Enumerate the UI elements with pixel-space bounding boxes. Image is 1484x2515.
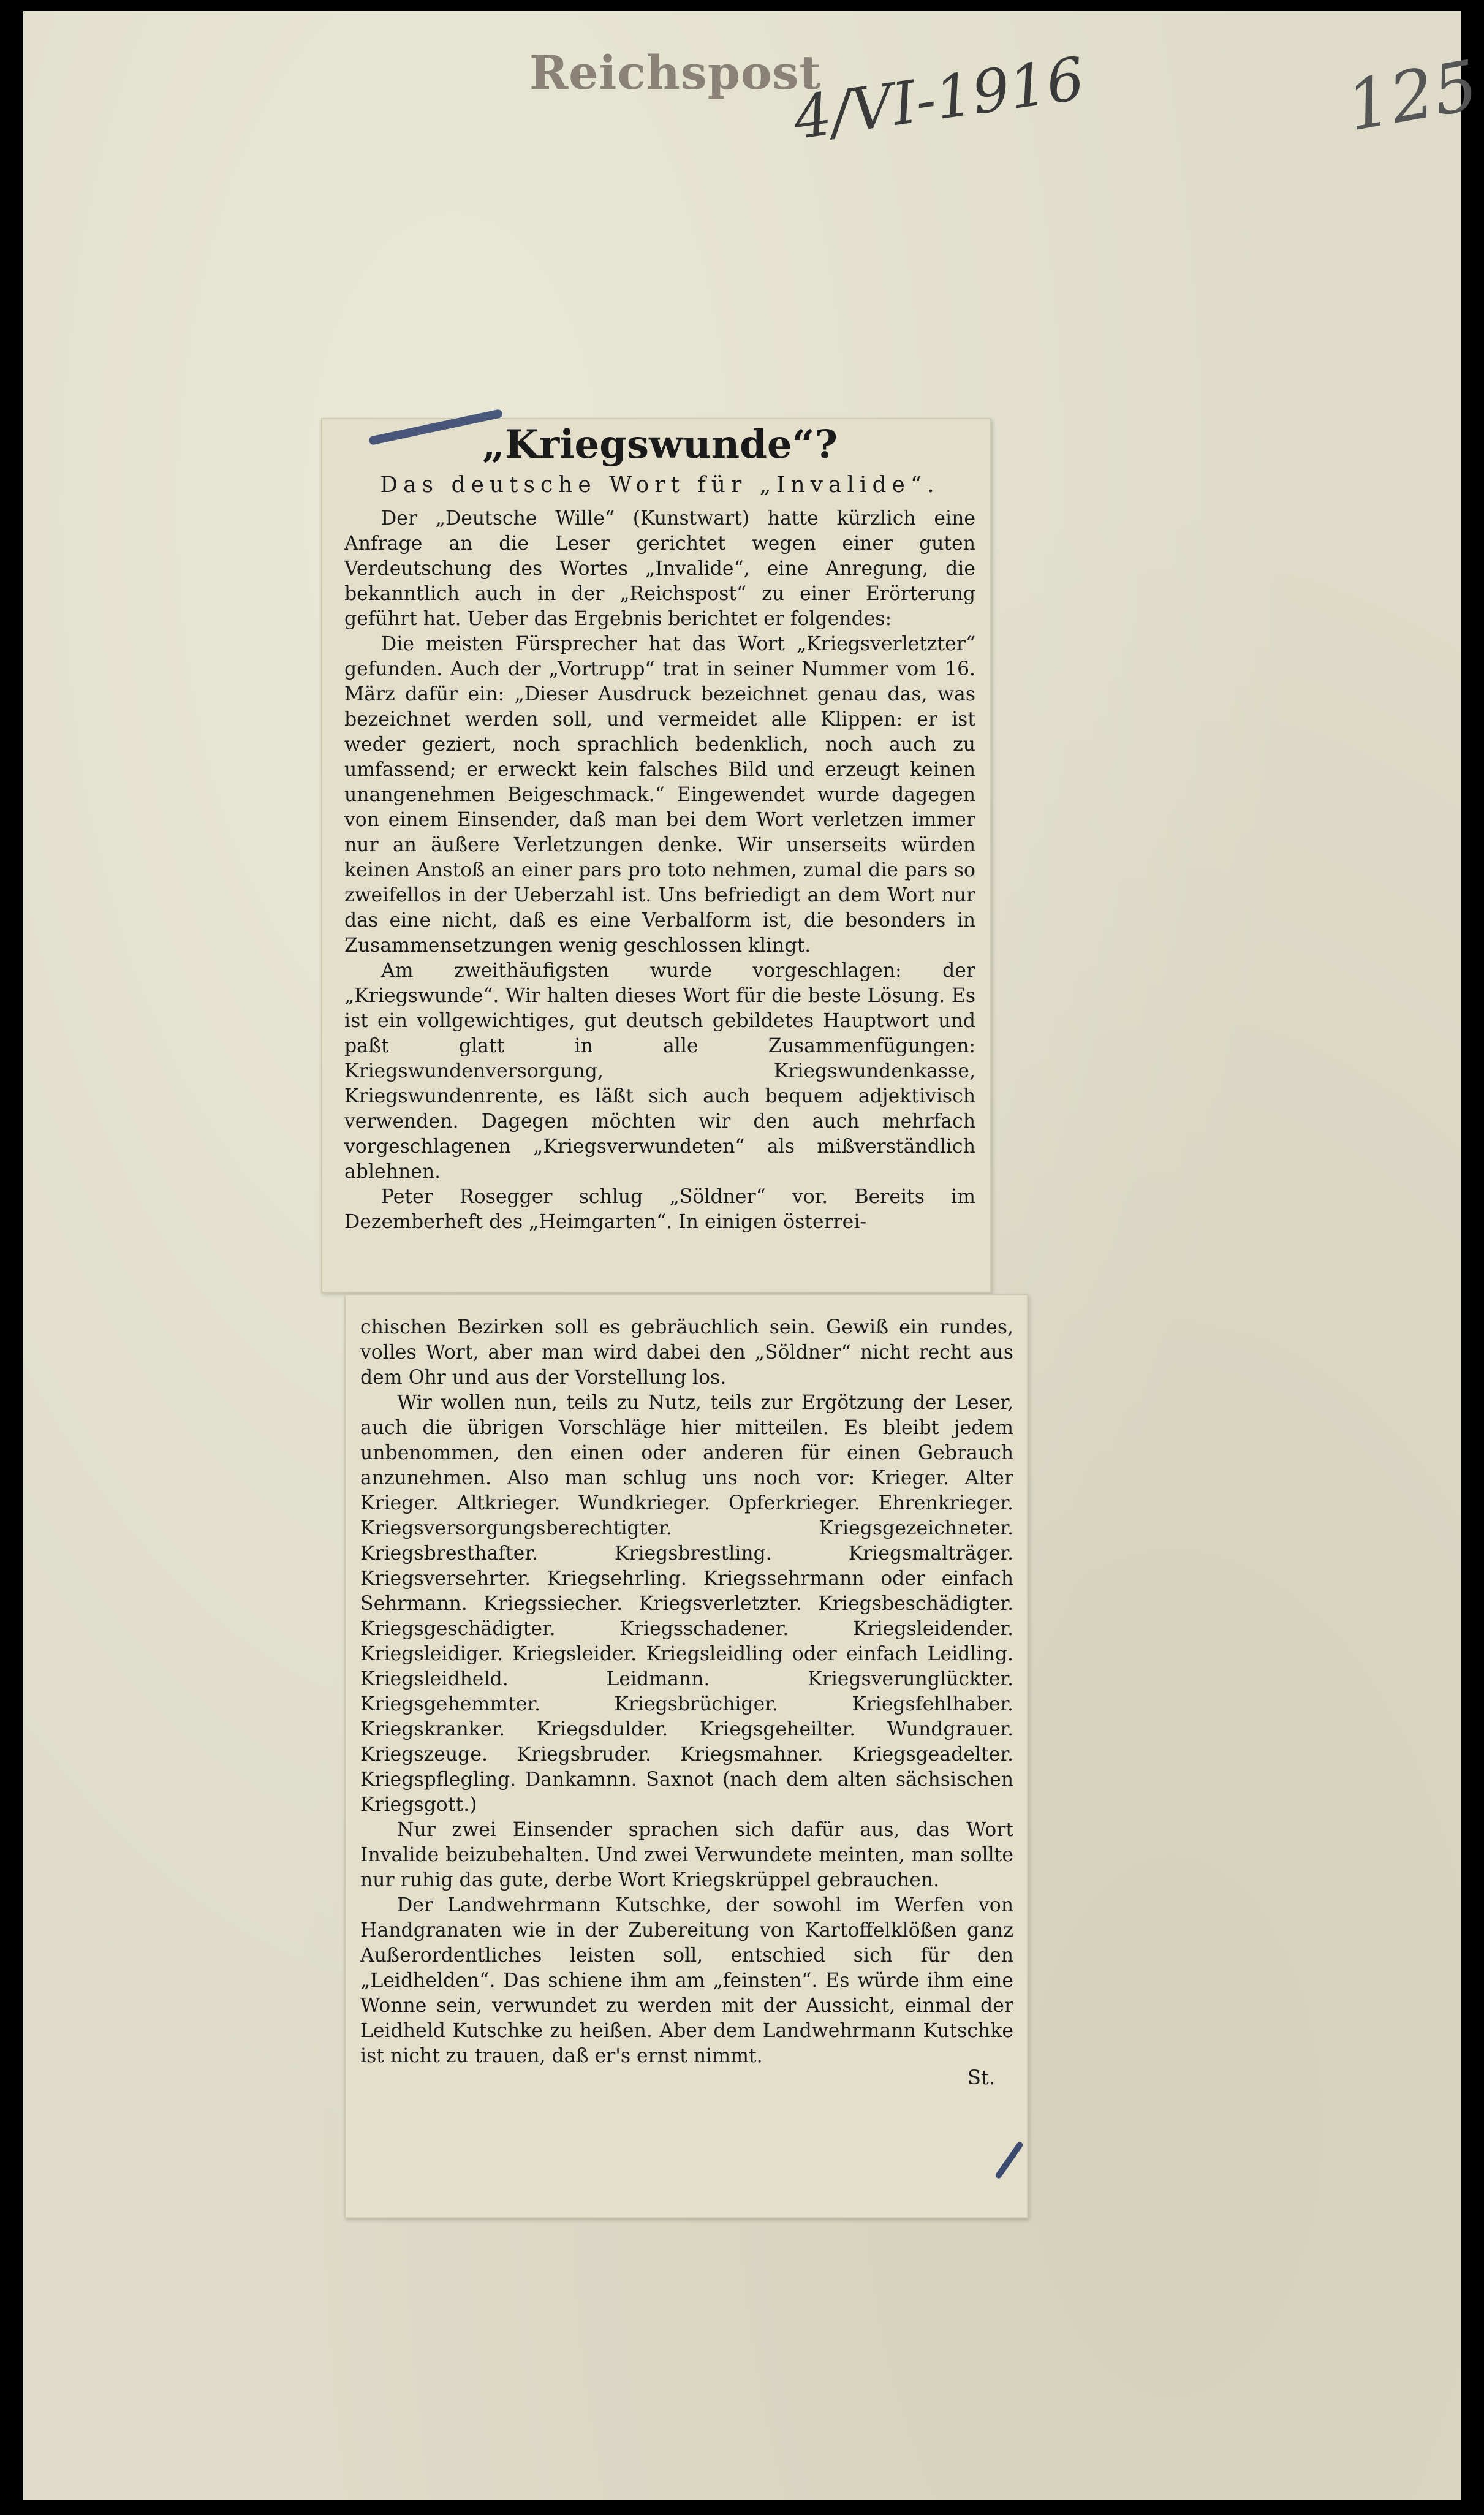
article-paragraph: Wir wollen nun, teils zu Nutz, teils zur Ergötzung der Leser, auch die übrigen Vorschläge hier mitteilen. Es bleibt jedem unbenommen, den einen oder anderen für einen Gebrauch anzunehmen. Also man schlug uns noch vor: Krieger. Alter Krieger. Altkrieger. Wundkrieger. Opferkrieger. Ehrenkrieger. Kriegsversorgungsberechtigter. Kriegsgezeichneter. Kriegsbresthafter. Kriegsbrestling. Kriegsmalträger. Kriegsversehrter. Kriegsehrling. Kriegssehrmann oder einfach Sehrmann. Kriegssiecher. Kriegsverletzter. Kriegsbeschädigter. Kriegsgeschädigter. Kriegsschadener. Kriegsleidender. Kriegsleidiger. Kriegsleider. Kriegsleidling oder einfach Leidling. Kriegsleidheld. Leidmann. Kriegsverunglückter. Kriegsgehemmter. Kriegsbrüchiger. Kriegsfehlhaber. Kriegskranker. Kriegsdulder. Kriegsgeheilter. Wundgrauer. Kriegszeuge. Kriegsbruder. Kriegsmahner. Kriegsgeadelter. Kriegspflegling. Dankamnn. Saxnot (nach dem alten sächsischen Kriegsgott.) — [360, 1392, 1013, 1816]
article-paragraph: Der Landwehrmann Kutschke, der sowohl im Werfen von Handgranaten wie in der Zubereitung von Kartoffelklößen ganz Außerordentliches leisten soll, entschied sich für den „Leidhelden“. Das schiene ihm am „feinsten“. Es würde ihm eine Wonne sein, verwundet zu werden mit der Aussicht, einmal der Leidheld Kutschke zu heißen. Aber dem Landwehrmann Kutschke ist nicht zu trauen, daß er's ernst nimmt. — [360, 1894, 1013, 2067]
article-paragraph: Der „Deutsche Wille“ (Kunstwart) hatte kürzlich eine Anfrage an die Leser gerichtet wegen einer guten Verdeutschung des Wortes „Invalide“, eine Anregung, die bekanntlich auch in der „Reichspost“ zu einer Erörterung geführt hat. Ueber das Ergebnis berichtet er folgendes: — [344, 507, 975, 630]
article-paragraph: Peter Rosegger schlug „Söldner“ vor. Bereits im Dezemberheft des „Heimgarten“. In einigen österrei- — [344, 1185, 975, 1233]
clipping-part-1 — [321, 418, 991, 1293]
article-subtitle: Das deutsche Wort für „Invalide“. — [380, 472, 940, 498]
article-paragraph: chischen Bezirken soll es gebräuchlich sein. Gewiß ein rundes, volles Wort, aber man wird dabei den „Söldner“ nicht recht aus dem Ohr und aus der Vorstellung los. — [360, 1316, 1013, 1389]
article-paragraph: Nur zwei Einsender sprachen sich dafür aus, das Wort Invalide beizubehalten. Und zwei Verwundete meinten, man sollte nur ruhig das gute, derbe Wort Kriegskrüppel gebrauchen. — [360, 1819, 1013, 1891]
folio-number: 125 — [1341, 45, 1484, 147]
handwritten-date: 4/VI-1916 — [789, 44, 1089, 153]
article-paragraph: Am zweithäufigsten wurde vorgeschlagen: der „Kriegswunde“. Wir halten dieses Wort für die beste Lösung. Es ist ein vollgewichtiges, gut deutsch gebildetes Hauptwort und paßt glatt in alle Zusammenfügungen: Kriegswundenversorgung, Kriegswundenkasse, Kriegswundenrente, es läßt sich auch bequem adjektivisch verwenden. Dagegen möchten wir den auch mehrfach vorgeschlagenen „Kriegsverwundeten“ als mißverständlich ablehnen. — [344, 959, 975, 1183]
newspaper-stamp: Reichspost — [529, 45, 822, 100]
author-signature: St. — [967, 2066, 995, 2089]
clipping-part-2 — [344, 1294, 1028, 2218]
article-title: „Kriegswunde“? — [482, 422, 838, 468]
article-paragraph: Die meisten Fürsprecher hat das Wort „Kriegsverletzter“ gefunden. Auch der „Vortrupp“ trat in seiner Nummer vom 16. März dafür ein: „Dieser Ausdruck bezeichnet genau das, was bezeichnet werden soll, und vermeidet alle Klippen: er ist weder geziert, noch sprachlich bedenklich, noch auch zu umfassend; er erweckt kein falsches Bild und erzeugt keinen unangenehmen Beigeschmack.“ Eingewendet wurde dagegen von einem Einsender, daß man bei dem Wort verletzen immer nur an äußere Verletzungen denke. Wir unserseits würden keinen Anstoß an einer pars pro toto nehmen, zumal die pars so zweifellos in der Ueberzahl ist. Uns befriedigt an dem Wort nur das eine nicht, daß es eine Verbalform ist, die besonders in Zusammensetzungen wenig geschlossen klingt. — [344, 632, 975, 957]
